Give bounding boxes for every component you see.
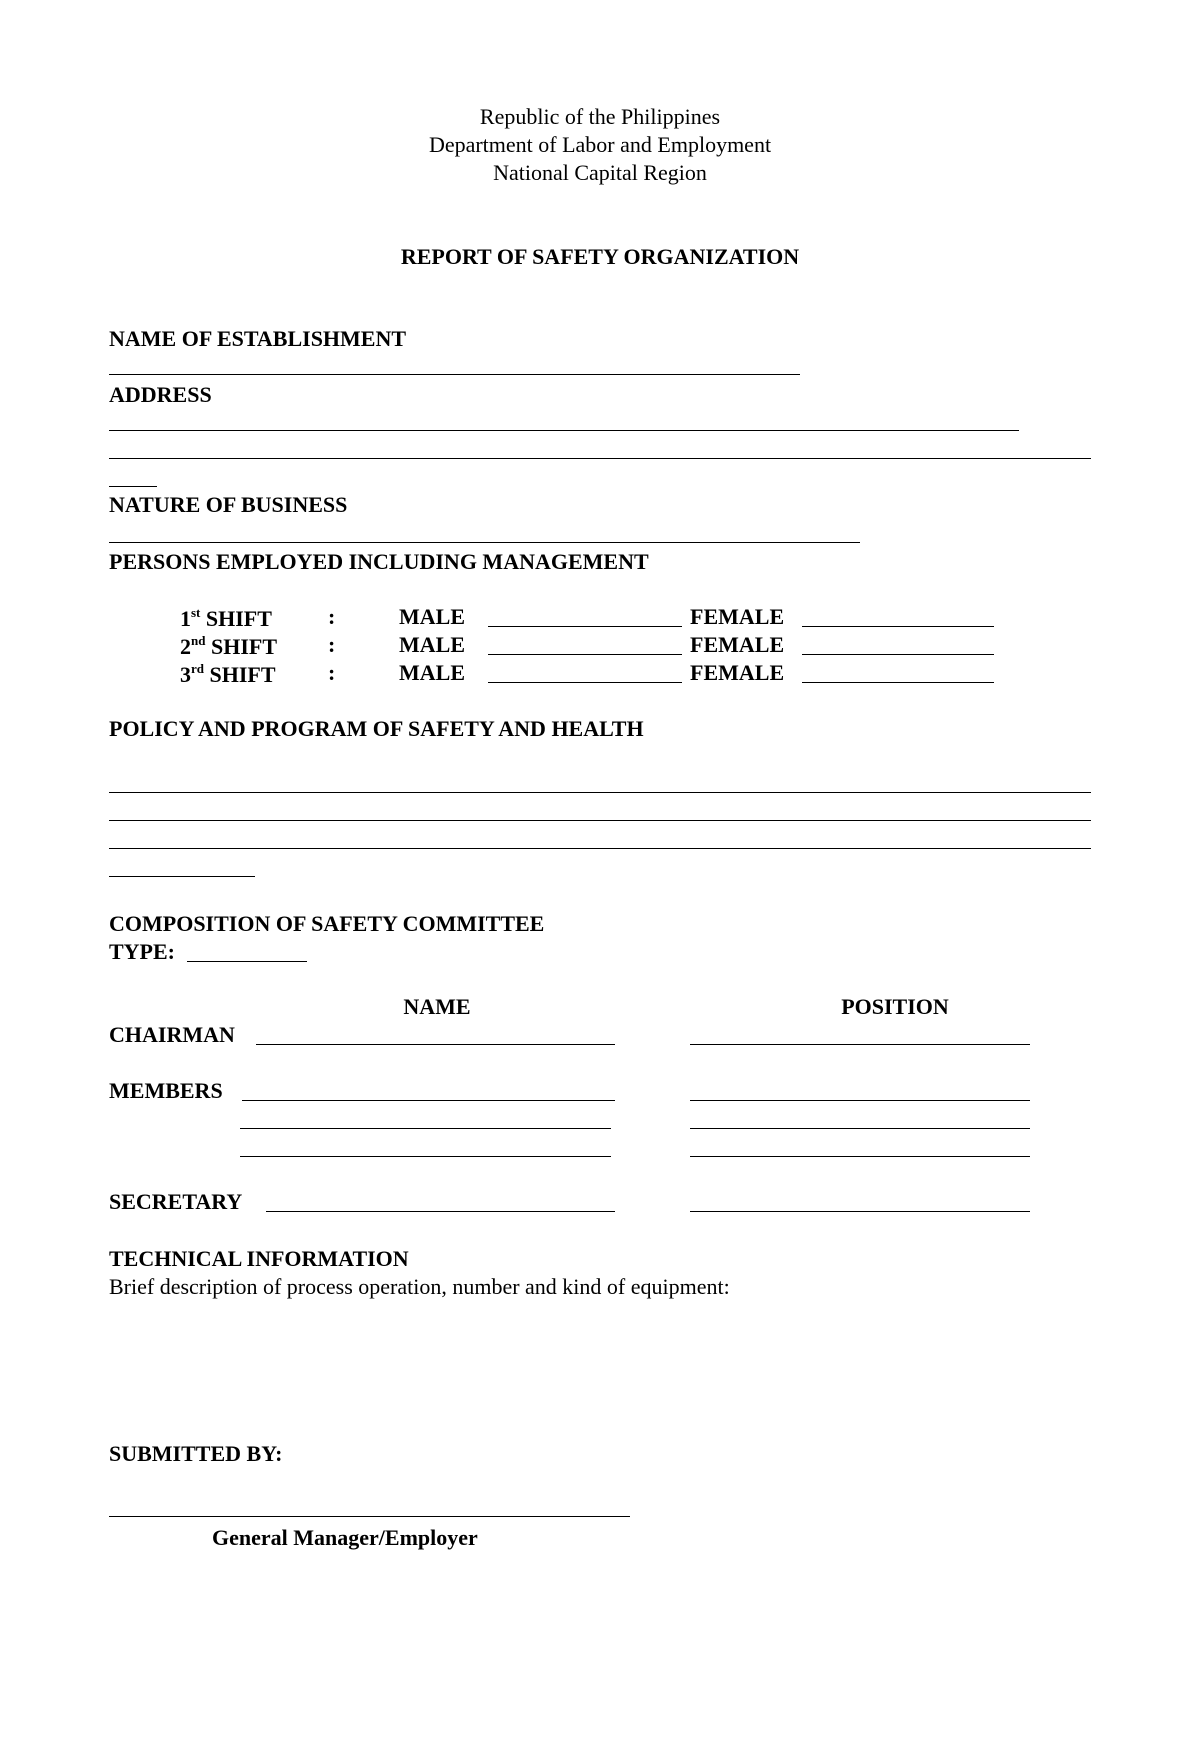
member-3-name-line[interactable] — [240, 1156, 611, 1157]
shift-3-colon: : — [328, 660, 336, 685]
shift-1-female-label: FEMALE — [690, 604, 785, 629]
member-2-name-line[interactable] — [240, 1128, 611, 1129]
secretary-name-line[interactable] — [266, 1211, 615, 1212]
policy-line-1[interactable] — [109, 792, 1091, 793]
shift-1-male-label: MALE — [399, 604, 465, 629]
secretary-label: SECRETARY — [109, 1189, 243, 1214]
chairman-position-line[interactable] — [690, 1044, 1030, 1045]
technical-info-heading: TECHNICAL INFORMATION — [109, 1246, 409, 1271]
establishment-line[interactable] — [109, 374, 800, 375]
shift-2-colon: : — [328, 632, 336, 657]
policy-line-2[interactable] — [109, 820, 1091, 821]
secretary-position-line[interactable] — [690, 1211, 1030, 1212]
signatory-title: General Manager/Employer — [212, 1525, 478, 1550]
shift-2-male-line[interactable] — [488, 654, 682, 655]
member-1-position-line[interactable] — [690, 1100, 1030, 1101]
shift-3-male-label: MALE — [399, 660, 465, 685]
header-department: Department of Labor and Employment — [428, 132, 772, 157]
policy-line-3[interactable] — [109, 848, 1091, 849]
shift-1-colon: : — [328, 604, 336, 629]
members-label: MEMBERS — [109, 1078, 223, 1103]
shift-3-male-line[interactable] — [488, 682, 682, 683]
committee-type-label: TYPE: — [109, 939, 175, 964]
shift-1-female-line[interactable] — [802, 626, 994, 627]
committee-type-line[interactable] — [187, 961, 307, 962]
nature-of-business-line[interactable] — [109, 542, 860, 543]
signature-line[interactable] — [109, 1516, 630, 1517]
policy-line-4[interactable] — [109, 876, 255, 877]
address-line-2[interactable] — [109, 458, 1091, 459]
shift-3-female-label: FEMALE — [690, 660, 785, 685]
shift-3-label: 3rd SHIFT — [180, 661, 276, 687]
submitted-by-label: SUBMITTED BY: — [109, 1441, 283, 1466]
shift-2-female-line[interactable] — [802, 654, 994, 655]
header-region: National Capital Region — [493, 160, 707, 185]
committee-heading: COMPOSITION OF SAFETY COMMITTEE — [109, 911, 545, 936]
shift-2-female-label: FEMALE — [690, 632, 785, 657]
document-title: REPORT OF SAFETY ORGANIZATION — [400, 244, 800, 269]
policy-label: POLICY AND PROGRAM OF SAFETY AND HEALTH — [109, 716, 644, 741]
shift-3-female-line[interactable] — [802, 682, 994, 683]
chairman-name-line[interactable] — [256, 1044, 615, 1045]
shift-1-male-line[interactable] — [488, 626, 682, 627]
shift-2-male-label: MALE — [399, 632, 465, 657]
establishment-label: NAME OF ESTABLISHMENT — [109, 326, 407, 351]
column-position-header: POSITION — [841, 994, 949, 1019]
member-1-name-line[interactable] — [242, 1100, 615, 1101]
address-line-3[interactable] — [109, 486, 157, 487]
persons-employed-label: PERSONS EMPLOYED INCLUDING MANAGEMENT — [109, 549, 649, 574]
technical-info-description: Brief description of process operation, number and kind of equipment: — [109, 1274, 730, 1299]
shift-1-label: 1st SHIFT — [180, 605, 272, 631]
shift-2-label: 2nd SHIFT — [180, 633, 277, 659]
member-2-position-line[interactable] — [690, 1128, 1030, 1129]
chairman-label: CHAIRMAN — [109, 1022, 235, 1047]
column-name-header: NAME — [403, 994, 471, 1019]
header-republic: Republic of the Philippines — [479, 104, 721, 129]
address-line-1[interactable] — [109, 430, 1019, 431]
nature-of-business-label: NATURE OF BUSINESS — [109, 492, 348, 517]
member-3-position-line[interactable] — [690, 1156, 1030, 1157]
address-label: ADDRESS — [109, 382, 212, 407]
